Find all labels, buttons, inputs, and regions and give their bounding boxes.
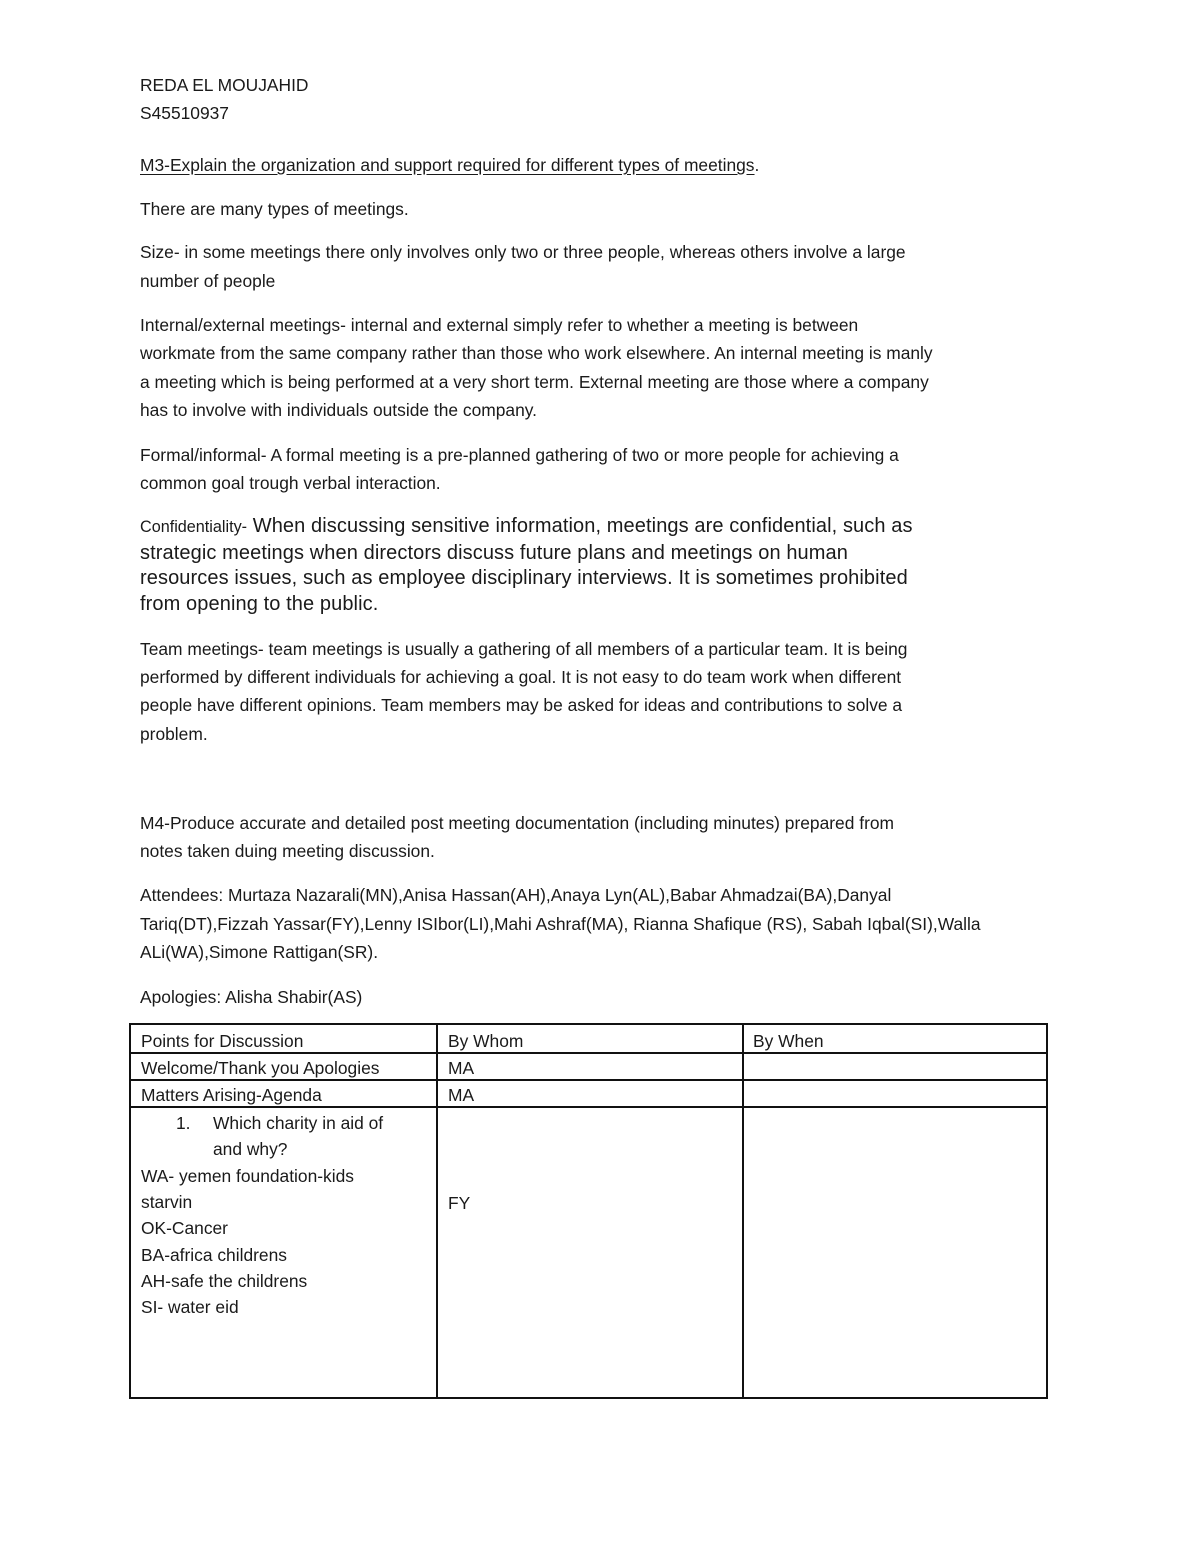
agenda-note: starvin bbox=[141, 1192, 193, 1212]
m3-heading bbox=[140, 154, 759, 176]
table-header-points: Points for Discussion bbox=[141, 1031, 304, 1051]
size-line-2: number of people bbox=[140, 271, 276, 291]
table-row-divider bbox=[131, 1106, 1046, 1108]
agenda-item-number: 1. bbox=[176, 1113, 191, 1133]
apologies-label: Apologies: bbox=[140, 987, 222, 1007]
m4-heading-line-1: M4-Produce accurate and detailed post meeting documentation (including minutes) prepared from bbox=[140, 813, 895, 833]
attendees-text-1: Murtaza Nazarali(MN),Anisa Hassan(AH),Anaya Lyn(AL),Babar Ahmadzai(BA),Danyal bbox=[223, 885, 892, 905]
m3-intro: There are many types of meetings. bbox=[140, 199, 409, 219]
agenda-note: AH-safe the childrens bbox=[141, 1271, 308, 1291]
table-row-divider bbox=[131, 1052, 1046, 1054]
internal-external-line-2: workmate from the same company rather than those who work elsewhere. An internal meeting is manly bbox=[140, 343, 933, 363]
formal-informal-line-2: common goal trough verbal interaction. bbox=[140, 473, 441, 493]
attendees-line-2: Tariq(DT),Fizzah Yassar(FY),Lenny ISIbor(LI),Mahi Ashraf(MA), Rianna Shafique (RS), Sabah Iqbal(SI),Walla bbox=[140, 914, 981, 934]
m3-heading-text: M3-Explain the organization and support required for different types of meetings bbox=[140, 155, 755, 175]
table-cell: MA bbox=[448, 1058, 475, 1078]
apologies-line bbox=[140, 986, 362, 1008]
attendees-label: Attendees: bbox=[140, 885, 224, 905]
m3-heading-period: . bbox=[754, 155, 760, 175]
confidentiality-line-1 bbox=[140, 515, 913, 538]
table-cell: MA bbox=[448, 1085, 475, 1105]
table-cell: Welcome/Thank you Apologies bbox=[141, 1058, 380, 1078]
m4-heading-line-2: notes taken duing meeting discussion. bbox=[140, 841, 435, 861]
agenda-note: BA-africa childrens bbox=[141, 1245, 287, 1265]
team-line-4: problem. bbox=[140, 724, 208, 744]
agenda-item-question-1: Which charity in aid of bbox=[213, 1113, 384, 1133]
table-column-divider bbox=[436, 1025, 438, 1397]
internal-external-line-3: a meeting which is being performed at a very short term. External meeting are those where a company bbox=[140, 372, 929, 392]
student-id: S45510937 bbox=[140, 103, 229, 123]
attendees-line-3: ALi(WA),Simone Rattigan(SR). bbox=[140, 942, 379, 962]
confidentiality-line-3: resources issues, such as employee disciplinary interviews. It is sometimes prohibited bbox=[140, 567, 908, 589]
agenda-item-by-whom: FY bbox=[448, 1193, 471, 1213]
attendees-line-1 bbox=[140, 884, 891, 906]
confidentiality-text-1: When discussing sensitive information, meetings are confidential, such as bbox=[247, 515, 913, 537]
table-cell: Matters Arising-Agenda bbox=[141, 1085, 322, 1105]
internal-external-line-1: Internal/external meetings- internal and external simply refer to whether a meeting is between bbox=[140, 315, 859, 335]
team-line-3: people have different opinions. Team members may be asked for ideas and contributions to solve a bbox=[140, 695, 903, 715]
agenda-note: SI- water eid bbox=[141, 1297, 239, 1317]
confidentiality-line-2: strategic meetings when directors discuss future plans and meetings on human bbox=[140, 542, 848, 564]
agenda-item-question-2: and why? bbox=[213, 1139, 288, 1159]
confidentiality-label: Confidentiality- bbox=[140, 518, 248, 536]
table-column-divider bbox=[742, 1025, 744, 1397]
author-name: REDA EL MOUJAHID bbox=[140, 75, 309, 95]
team-line-2: performed by different individuals for achieving a goal. It is not easy to do team work when different bbox=[140, 667, 902, 687]
team-line-1: Team meetings- team meetings is usually a gathering of all members of a particular team. It is being bbox=[140, 639, 908, 659]
table-header-by-when: By When bbox=[753, 1031, 824, 1051]
agenda-note: OK-Cancer bbox=[141, 1218, 228, 1238]
formal-informal-line-1: Formal/informal- A formal meeting is a pre-planned gathering of two or more people for achieving a bbox=[140, 445, 899, 465]
apologies-text: Alisha Shabir(AS) bbox=[221, 987, 363, 1007]
minutes-table bbox=[129, 1023, 1048, 1399]
confidentiality-line-4: from opening to the public. bbox=[140, 593, 379, 615]
internal-external-line-4: has to involve with individuals outside the company. bbox=[140, 400, 537, 420]
agenda-note: WA- yemen foundation-kids bbox=[141, 1166, 354, 1186]
size-line-1: Size- in some meetings there only involves only two or three people, whereas others involve a large bbox=[140, 242, 906, 262]
table-row-divider bbox=[131, 1079, 1046, 1081]
table-header-by-whom: By Whom bbox=[448, 1031, 524, 1051]
